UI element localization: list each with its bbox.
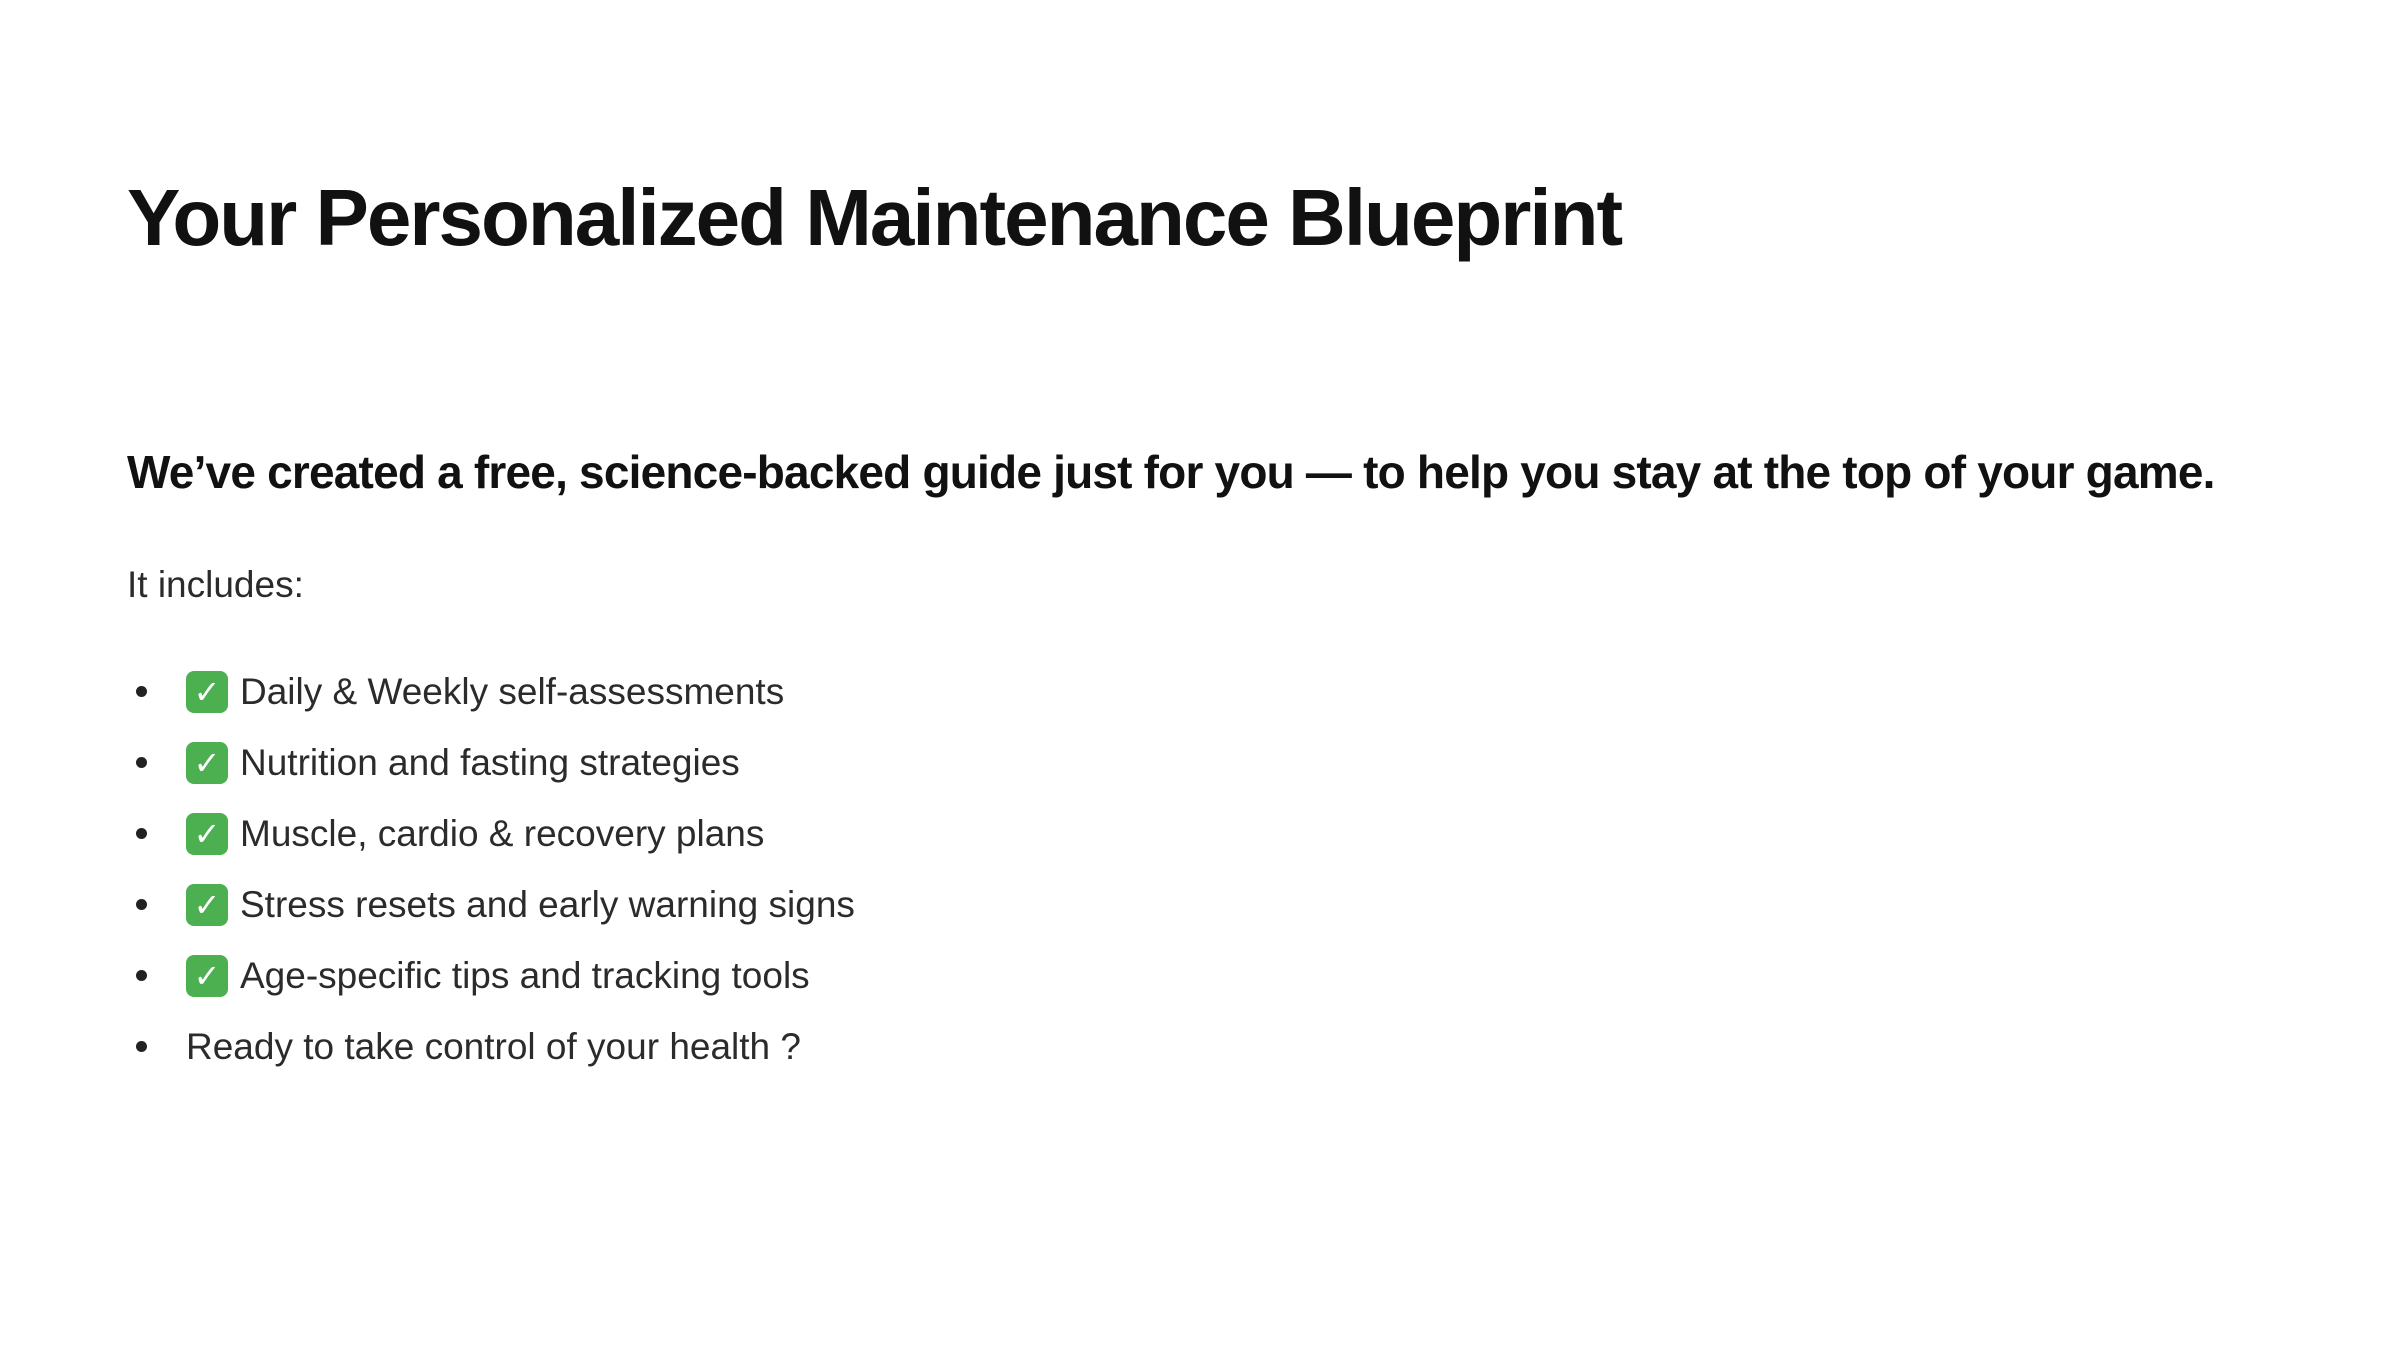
check-mark-icon: ✓ [186,742,228,784]
list-item [127,656,855,727]
bullet-icon [136,970,147,981]
closing-text: Ready to take control of your health ? [186,1025,801,1067]
list-item-label: Muscle, cardio & recovery plans [240,812,765,854]
bullet-icon [136,1041,147,1052]
check-mark-icon: ✓ [186,671,228,713]
list-item [127,798,855,869]
bullet-icon [136,757,147,768]
list-item-closing [127,1011,855,1082]
list-item-label: Nutrition and fasting strategies [240,741,740,783]
page-subtitle: We’ve created a free, science-backed guide just for you — to help you stay at the top of your game. [127,446,2215,498]
bullet-icon [136,899,147,910]
bullet-icon [136,828,147,839]
list-item [127,869,855,940]
check-mark-icon: ✓ [186,813,228,855]
bullet-icon [136,686,147,697]
includes-list [127,656,855,1082]
list-item [127,727,855,798]
intro-text: It includes: [127,564,304,605]
check-mark-icon: ✓ [186,884,228,926]
page-title: Your Personalized Maintenance Blueprint [127,173,1622,262]
list-item [127,940,855,1011]
check-mark-icon: ✓ [186,955,228,997]
list-item-label: Stress resets and early warning signs [240,883,855,925]
list-item-label: Daily & Weekly self-assessments [240,670,785,712]
list-item-label: Age-specific tips and tracking tools [240,954,810,996]
